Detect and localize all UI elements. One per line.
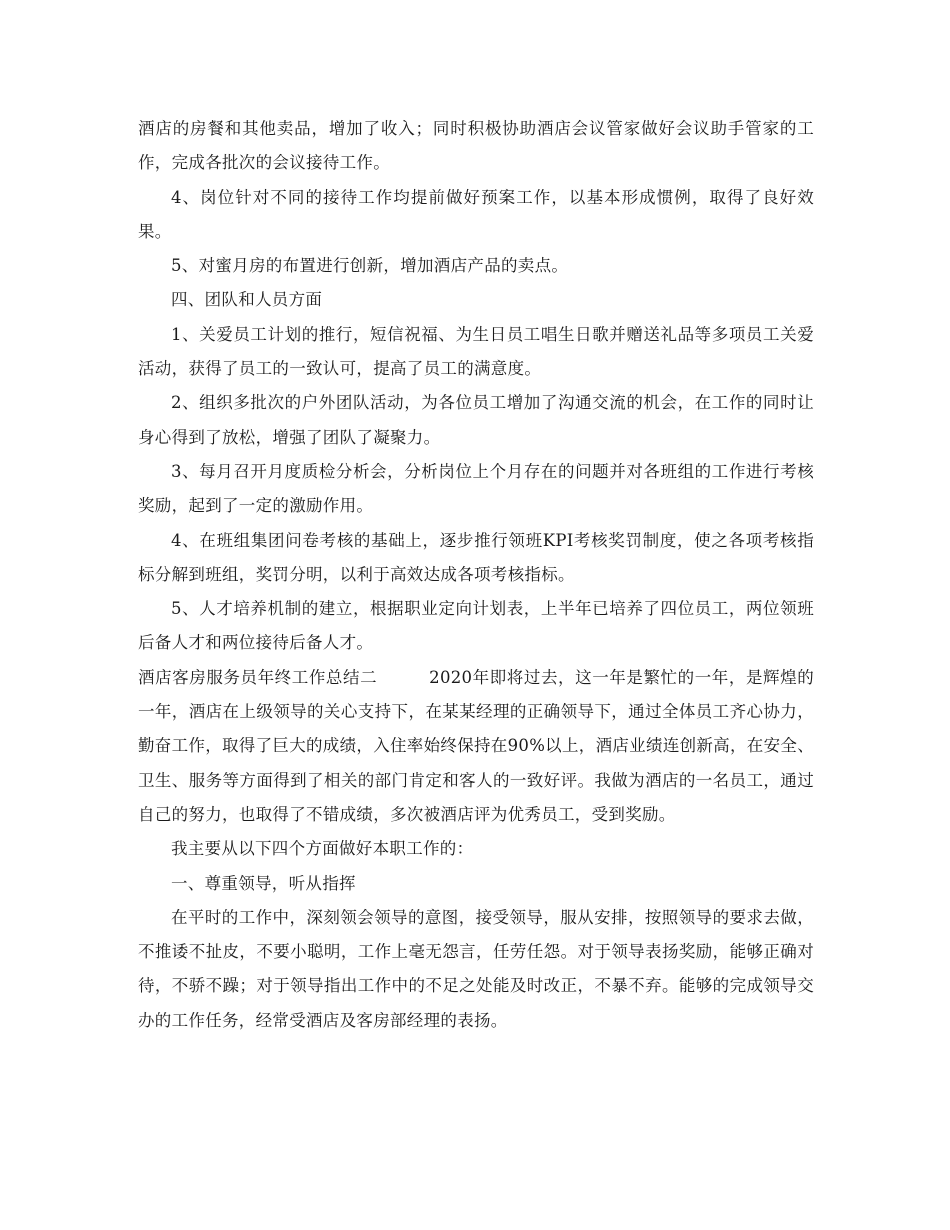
paragraph-summary-two: [138, 661, 814, 832]
section-heading-respect-leaders: 一、尊重领导，听从指挥: [171, 873, 356, 893]
section-heading-team: 四、团队和人员方面: [171, 290, 323, 310]
paragraph-team-item-2: 2、组织多批次的户外团队活动，为各位员工增加了沟通交流的机会，在工作的同时让身心得到了放松，增强了团队了凝聚力。: [138, 393, 814, 447]
document-body: [138, 112, 814, 1038]
paragraph-daily-work: 在平时的工作中，深刻领会领导的意图，接受领导，服从安排，按照领导的要求去做，不推诿不扯皮，不要小聪明，工作上毫无怨言，任劳任怨。对于领导表扬奖励，能够正确对待，不骄不躁；对于领导指出工作中的不足之处能及时改正，不暴不弃。能够的完成领导交办的工作任务，经常受酒店及客房部经理的表扬。: [138, 907, 814, 1030]
document-title: 酒店客房服务员年终工作总结二: [138, 667, 378, 687]
paragraph-team-item-4: 4、在班组集团问卷考核的基础上，逐步推行领班KPI考核奖罚制度，使之各项考核指标分解到班组，奖罚分明，以利于高效达成各项考核指标。: [138, 530, 814, 584]
summary-intro: 2020年即将过去，这一年是繁忙的一年，是辉煌的一年，酒店在上级领导的关心支持下，在某某经理的正确领导下，通过全体员工齐心协力，勤奋工作，取得了巨大的成绩，入住率始终保持在90%以上，酒店业绩连创新高，在安全、卫生、服务等方面得到了相关的部门肯定和客人的一致好评。我做为酒店的一名员工，通过自己的努力，也取得了不错成绩，多次被酒店评为优秀员工，受到奖励。: [138, 667, 814, 824]
paragraph-team-item-5: 5、人才培养机制的建立，根据职业定向计划表，上半年已培养了四位员工，两位领班后备人才和两位接待后备人才。: [138, 599, 814, 653]
paragraph-item-4-reception: 4、岗位针对不同的接待工作均提前做好预案工作，以基本形成惯例，取得了良好效果。: [138, 187, 814, 241]
paragraph-team-item-3: 3、每月召开月度质检分析会，分析岗位上个月存在的问题并对各班组的工作进行考核奖励，起到了一定的激励作用。: [138, 461, 814, 516]
paragraph-four-aspects: 我主要从以下四个方面做好本职工作的：: [171, 839, 474, 859]
paragraph-continuation: 酒店的房餐和其他卖品，增加了收入；同时积极协助酒店会议管家做好会议助手管家的工作，完成各批次的会议接待工作。: [138, 119, 814, 173]
paragraph-team-item-1: 1、关爱员工计划的推行，短信祝福、为生日员工唱生日歌并赠送礼品等多项员工关爱活动，获得了员工的一致认可，提高了员工的满意度。: [138, 324, 814, 379]
paragraph-item-5-honeymoon: 5、对蜜月房的布置进行创新，增加酒店产品的卖点。: [171, 256, 569, 276]
